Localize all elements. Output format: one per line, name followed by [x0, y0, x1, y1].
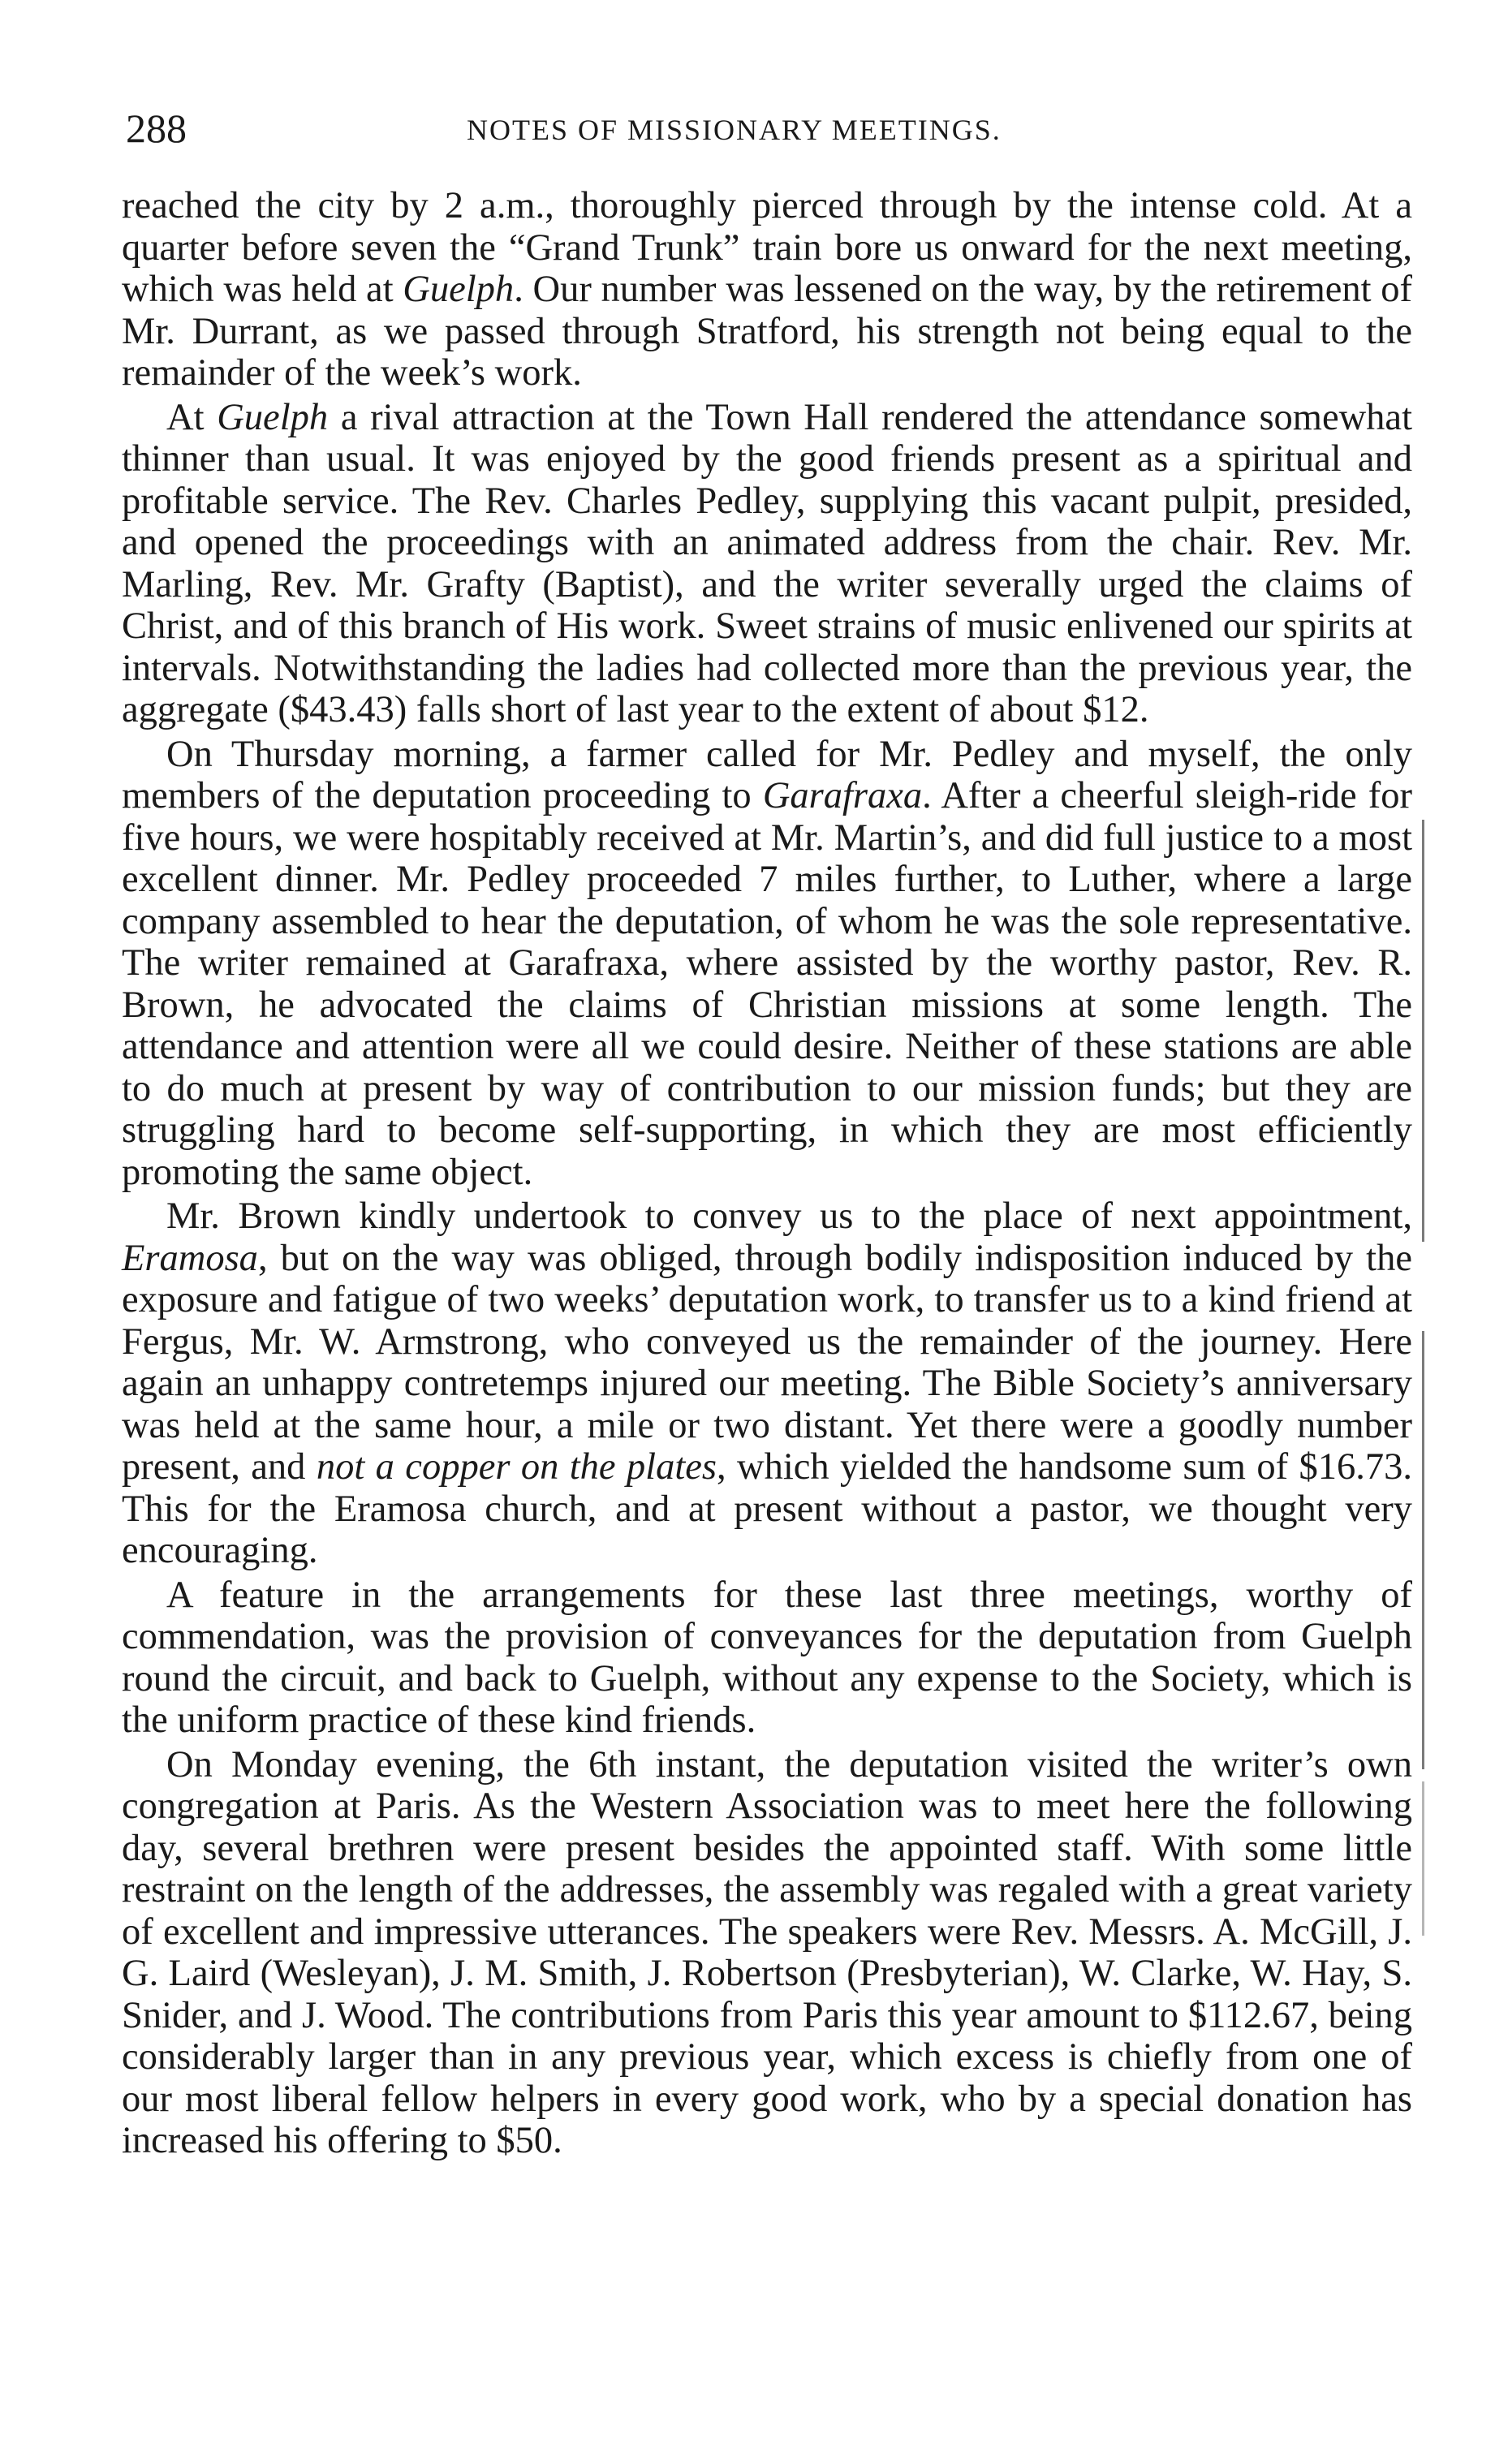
paragraph [122, 397, 1412, 731]
margin-scan-rule [1422, 1331, 1424, 1769]
text-run: , but on the way was obliged, through bodily indisposition induced by the exposure and fatigue of two weeks’ deputation work, to transfer us to a kind friend at Fergus, Mr. W. Armstrong, who conveyed us the remainder of the journey. Here again an unhappy contretemps injured our meeting. The Bible Society’s anniversary was held at the same hour, a mile or two distant. Yet there were a goodly number present, and [122, 1237, 1412, 1488]
italic-text: Garafraxa [762, 775, 923, 816]
italic-text: Guelph [217, 396, 329, 438]
text-run: reached the city by 2 a.m., thoroughly pierced through by the intense cold. At a quarter before seven the “Grand Trunk” train bore us onward for the next meeting, which was held at [122, 185, 1412, 310]
paragraph [122, 734, 1412, 1194]
page-number: 288 [126, 106, 187, 151]
text-run: a rival attraction at the Town Hall rendered the attendance somewhat thinner than usual. It was enjoyed by the good friends present as a spiritual and profitable service. The Rev. Charles Pedley, supplying this vacant pulpit, presided, and opened the proceedings with an animated address from the chair. Rev. Mr. Marling, Rev. Mr. Grafty (Baptist), and the writer severally urged the claims of Christ, and of this branch of His work. Sweet strains of music enlivened our spirits at intervals. Notwithstanding the ladies had collected more than the previous year, the aggregate ($43.43) falls short of last year to the extent of about $12. [122, 396, 1412, 730]
paragraph [122, 1195, 1412, 1572]
italic-text: Guelph [403, 269, 515, 310]
paragraph [122, 185, 1412, 394]
running-head [126, 104, 1412, 153]
body-text [122, 185, 1412, 2165]
text-run: . Our number was lessened on the way, by the retirement of Mr. Durrant, as we passed through Stratford, his strength not being equal to the remainder of the week’s work. [122, 269, 1412, 394]
running-title: NOTES OF MISSIONARY MEETINGS. [467, 114, 1002, 146]
text-run: Mr. Brown kindly undertook to convey us to the place of next appointment, [166, 1195, 1412, 1237]
text-run: On Thursday morning, a farmer called for Mr. Pedley and myself, the only members of the deputation proceeding to [122, 733, 1412, 816]
italic-text: not a copper on the plates [316, 1446, 717, 1488]
text-run: . After a cheerful sleigh-ride for five hours, we were hospitably received at Mr. Martin’s, and did full justice to a most excellent dinner. Mr. Pedley proceeded 7 miles further, to Luther, where a large company assembled to hear the deputation, of whom he was the sole representative. The writer remained at Garafraxa, where assisted by the worthy pastor, Rev. R. Brown, he advocated the claims of Christian missions at some length. The attendance and attention were all we could desire. Neither of these stations are able to do much at present by way of contribution to our mission funds; but they are struggling hard to become self-supporting, in which they are most efficiently promoting the same object. [122, 775, 1413, 1193]
text-run: At [166, 396, 218, 438]
margin-scan-rule [1422, 1781, 1424, 1936]
margin-scan-rule [1422, 820, 1424, 1242]
paragraph [122, 1574, 1412, 1742]
paragraph [122, 1744, 1412, 2162]
text-run: On Monday evening, the 6th instant, the deputation visited the writer’s own congregation at Paris. As the Western Association was to meet here the following day, several brethren were present besides the appointed staff. With some little restraint on the length of the addresses, the assembly was regaled with a great variety of excellent and impressive utterances. The speakers were Rev. Messrs. A. McGill, J. G. Laird (Wesleyan), J. M. Smith, J. Robertson (Presbyterian), W. Clarke, W. Hay, S. Snider, and J. Wood. The contributions from Paris this year amount to $112.67, being considerably larger than in any previous year, which excess is chiefly from one of our most liberal fellow helpers in every good work, who by a special donation has increased his offering to $50. [122, 1743, 1412, 2161]
text-run: A feature in the arrangements for these last three meetings, worthy of commendation, was the provision of conveyances for the deputation from Guelph round the circuit, and back to Guelph, without any expense to the Society, which is the uniform practice of these kind friends. [122, 1574, 1412, 1741]
italic-text: Eramosa [122, 1237, 258, 1279]
text-run: , which yielded the handsome sum of $16.73. This for the Eramosa church, and at present without a pastor, we thought very encouraging. [122, 1446, 1412, 1571]
